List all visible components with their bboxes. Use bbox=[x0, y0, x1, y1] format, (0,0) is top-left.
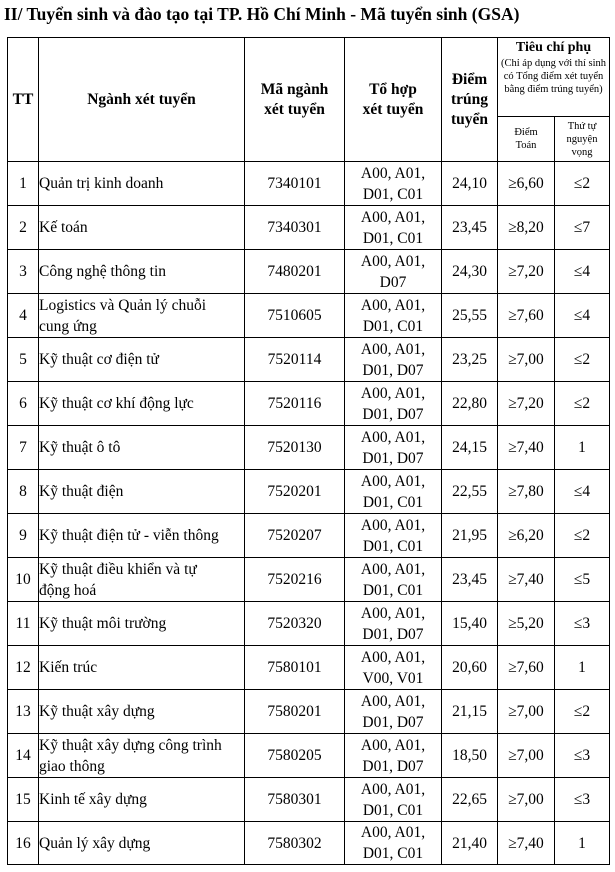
combination-line-2: D01, C01 bbox=[362, 801, 424, 819]
cell-math bbox=[498, 646, 555, 690]
table-row bbox=[8, 514, 610, 558]
combination-line-1: A00, A01, bbox=[360, 736, 426, 754]
cell-code bbox=[245, 690, 345, 734]
major-name: Quản lý xây dựng bbox=[39, 834, 151, 852]
table-row bbox=[8, 690, 610, 734]
combination-line-1: A00, A01, bbox=[360, 340, 426, 358]
cell-code bbox=[245, 206, 345, 250]
combination-line-2: D01, C01 bbox=[362, 493, 424, 511]
math-criterion: ≥7,60 bbox=[508, 307, 544, 324]
cell-combination bbox=[345, 646, 442, 690]
table-row bbox=[8, 778, 610, 822]
major-code: 7520201 bbox=[267, 483, 322, 500]
combination-line-2: D01, D07 bbox=[362, 625, 424, 643]
cutoff-score: 18,50 bbox=[452, 747, 487, 764]
cell-major bbox=[39, 514, 245, 558]
cutoff-score: 22,55 bbox=[452, 483, 487, 500]
cell-score bbox=[442, 382, 498, 426]
combination-line-2: D01, C01 bbox=[362, 581, 424, 599]
cell-combination bbox=[345, 602, 442, 646]
combination-line-1: A00, A01, bbox=[360, 780, 426, 798]
row-number: 2 bbox=[19, 219, 27, 236]
major-code: 7580301 bbox=[267, 791, 322, 808]
cell-major bbox=[39, 602, 245, 646]
major-name: Kinh tế xây dựng bbox=[39, 791, 147, 808]
major-name: Công nghệ thông tin bbox=[39, 263, 167, 280]
cell-tt bbox=[8, 558, 39, 602]
cell-math bbox=[498, 734, 555, 778]
cell-order bbox=[555, 250, 610, 294]
cutoff-score: 22,65 bbox=[452, 791, 487, 808]
major-name: Kiến trúc bbox=[39, 659, 98, 676]
cell-major bbox=[39, 162, 245, 206]
table-header bbox=[8, 38, 610, 162]
cell-math bbox=[498, 558, 555, 602]
wish-order-criterion: ≤3 bbox=[573, 791, 591, 808]
tieu-chi-note: (Chỉ áp dụng với thí sinh có Tổng điểm xét tuyển bằng điểm trúng tuyển) bbox=[501, 58, 607, 95]
cell-major bbox=[39, 646, 245, 690]
major-name-cont: cung ứng bbox=[39, 317, 97, 335]
row-number: 14 bbox=[15, 747, 31, 764]
major-name: Kỹ thuật xây dựng bbox=[39, 703, 155, 720]
math-criterion: ≥7,60 bbox=[508, 659, 544, 676]
row-number: 7 bbox=[19, 439, 27, 456]
math-criterion: ≥7,00 bbox=[508, 791, 544, 808]
cell-major bbox=[39, 690, 245, 734]
cell-order bbox=[555, 470, 610, 514]
cell-score bbox=[442, 250, 498, 294]
combination-line-1: A00, A01, bbox=[360, 824, 426, 841]
cell-score bbox=[442, 206, 498, 250]
cutoff-score: 21,40 bbox=[452, 834, 487, 852]
cell-order bbox=[555, 602, 610, 646]
wish-order-criterion: ≤2 bbox=[573, 395, 591, 412]
cell-major bbox=[39, 822, 245, 865]
major-code: 7520320 bbox=[267, 615, 322, 632]
cell-combination bbox=[345, 558, 442, 602]
cell-score bbox=[442, 734, 498, 778]
major-code: 7510605 bbox=[267, 307, 322, 324]
combination-line-1: A00, A01, bbox=[360, 692, 426, 710]
major-code: 7520216 bbox=[267, 571, 322, 588]
row-number: 4 bbox=[19, 307, 27, 324]
math-criterion: ≥7,00 bbox=[508, 351, 544, 368]
math-criterion: ≥7,40 bbox=[508, 439, 544, 456]
cutoff-score: 23,45 bbox=[452, 571, 487, 588]
cell-score bbox=[442, 690, 498, 734]
table-body bbox=[8, 162, 610, 865]
col-header-nganh: Ngành xét tuyển bbox=[39, 38, 245, 162]
cell-combination bbox=[345, 338, 442, 382]
combination-line-2: D01, D07 bbox=[362, 713, 424, 731]
cell-tt bbox=[8, 734, 39, 778]
cell-math bbox=[498, 778, 555, 822]
cell-order bbox=[555, 690, 610, 734]
cell-math bbox=[498, 162, 555, 206]
cell-code bbox=[245, 602, 345, 646]
cell-math bbox=[498, 250, 555, 294]
wish-order-criterion: ≤2 bbox=[573, 351, 591, 368]
cell-major bbox=[39, 206, 245, 250]
cell-code bbox=[245, 338, 345, 382]
cutoff-score: 23,45 bbox=[452, 219, 487, 236]
cell-code bbox=[245, 250, 345, 294]
cell-order bbox=[555, 734, 610, 778]
combination-line-1: A00, A01, bbox=[360, 428, 426, 446]
cell-tt bbox=[8, 778, 39, 822]
cell-code bbox=[245, 426, 345, 470]
cell-tt bbox=[8, 646, 39, 690]
cutoff-score: 15,40 bbox=[452, 615, 487, 632]
cell-order bbox=[555, 426, 610, 470]
major-code: 7580302 bbox=[267, 834, 322, 852]
major-code: 7520130 bbox=[267, 439, 322, 456]
major-name: Kỹ thuật cơ điện tử bbox=[39, 351, 159, 368]
major-code: 7580101 bbox=[267, 659, 322, 676]
combination-line-1: A00, A01, bbox=[360, 384, 426, 402]
combination-line-2: D01, C01 bbox=[362, 537, 424, 555]
cell-code bbox=[245, 162, 345, 206]
cell-major bbox=[39, 250, 245, 294]
wish-order-criterion: ≤3 bbox=[573, 615, 591, 632]
cell-code bbox=[245, 778, 345, 822]
table-row bbox=[8, 294, 610, 338]
major-name: Kỹ thuật cơ khí động lực bbox=[39, 395, 194, 412]
cell-math bbox=[498, 470, 555, 514]
major-code: 7520114 bbox=[267, 351, 322, 368]
cell-major bbox=[39, 734, 245, 778]
combination-line-1: A00, A01, bbox=[360, 560, 426, 578]
col-header-diem-trung-tuyen: Điểm trúng tuyển bbox=[442, 38, 498, 162]
cell-math bbox=[498, 382, 555, 426]
cell-combination bbox=[345, 690, 442, 734]
cell-tt bbox=[8, 602, 39, 646]
cell-combination bbox=[345, 514, 442, 558]
cell-order bbox=[555, 646, 610, 690]
cell-tt bbox=[8, 250, 39, 294]
cell-order bbox=[555, 294, 610, 338]
cell-combination bbox=[345, 162, 442, 206]
col-header-to-hop: Tổ hợp xét tuyển bbox=[345, 38, 442, 162]
table-row bbox=[8, 734, 610, 778]
row-number: 1 bbox=[19, 175, 27, 192]
math-criterion: ≥7,20 bbox=[508, 395, 544, 412]
table-row bbox=[8, 426, 610, 470]
cell-tt bbox=[8, 690, 39, 734]
cell-tt bbox=[8, 338, 39, 382]
cell-combination bbox=[345, 470, 442, 514]
admission-table bbox=[7, 37, 610, 865]
math-criterion: ≥7,20 bbox=[508, 263, 544, 280]
cell-math bbox=[498, 690, 555, 734]
cell-math bbox=[498, 338, 555, 382]
combination-line-2: D01, D07 bbox=[362, 361, 424, 379]
cell-combination bbox=[345, 206, 442, 250]
math-criterion: ≥7,40 bbox=[508, 834, 544, 852]
cell-order bbox=[555, 778, 610, 822]
table-row bbox=[8, 382, 610, 426]
combination-line-2: D01, D07 bbox=[362, 757, 424, 775]
cell-code bbox=[245, 294, 345, 338]
math-criterion: ≥7,80 bbox=[508, 483, 544, 500]
row-number: 10 bbox=[15, 571, 31, 588]
math-criterion: ≥5,20 bbox=[508, 615, 544, 632]
combination-line-1: A00, A01, bbox=[360, 604, 426, 622]
combination-line-2: D01, D07 bbox=[362, 449, 424, 467]
cell-tt bbox=[8, 206, 39, 250]
cell-code bbox=[245, 822, 345, 865]
major-code: 7480201 bbox=[267, 263, 322, 280]
major-name-cont: động hoá bbox=[39, 581, 97, 599]
cell-math bbox=[498, 514, 555, 558]
major-name: Quản trị kinh doanh bbox=[39, 175, 164, 192]
row-number: 12 bbox=[15, 659, 31, 676]
combination-line-2: D01, D07 bbox=[362, 405, 424, 423]
cell-combination bbox=[345, 778, 442, 822]
row-number: 6 bbox=[19, 395, 27, 412]
cell-major bbox=[39, 426, 245, 470]
table-row bbox=[8, 338, 610, 382]
cell-combination bbox=[345, 822, 442, 865]
table-row bbox=[8, 558, 610, 602]
wish-order-criterion: ≤4 bbox=[573, 307, 591, 324]
combination-line-2: D01, C01 bbox=[362, 317, 424, 335]
table-row bbox=[8, 250, 610, 294]
cell-score bbox=[442, 162, 498, 206]
combination-line-1: A00, A01, bbox=[360, 472, 426, 490]
table-row bbox=[8, 206, 610, 250]
col-header-diem-toan: Điểm Toán bbox=[498, 117, 555, 162]
major-code: 7340101 bbox=[267, 175, 322, 192]
wish-order-criterion: ≤2 bbox=[573, 527, 591, 544]
cell-major bbox=[39, 294, 245, 338]
cell-tt bbox=[8, 162, 39, 206]
cell-score bbox=[442, 426, 498, 470]
cell-order bbox=[555, 162, 610, 206]
cell-code bbox=[245, 514, 345, 558]
cell-score bbox=[442, 338, 498, 382]
combination-line-1: A00, A01, bbox=[360, 516, 426, 534]
cell-combination bbox=[345, 382, 442, 426]
wish-order-criterion: 1 bbox=[578, 834, 586, 852]
cutoff-score: 22,80 bbox=[452, 395, 487, 412]
col-header-tt: TT bbox=[8, 38, 39, 162]
wish-order-criterion: ≤5 bbox=[573, 571, 591, 588]
cell-code bbox=[245, 382, 345, 426]
table-row bbox=[8, 646, 610, 690]
cutoff-score: 24,10 bbox=[452, 175, 487, 192]
col-header-thu-tu-nguyen-vong: Thứ tự nguyện vọng bbox=[555, 117, 610, 162]
cell-major bbox=[39, 558, 245, 602]
combination-line-1: A00, A01, bbox=[360, 164, 426, 182]
major-code: 7520207 bbox=[267, 527, 322, 544]
cell-order bbox=[555, 558, 610, 602]
cell-score bbox=[442, 822, 498, 865]
combination-line-2: D07 bbox=[379, 273, 407, 291]
cell-combination bbox=[345, 294, 442, 338]
math-criterion: ≥7,40 bbox=[508, 571, 544, 588]
cell-score bbox=[442, 558, 498, 602]
cell-tt bbox=[8, 822, 39, 865]
row-number: 5 bbox=[19, 351, 27, 368]
combination-line-2: V00, V01 bbox=[362, 669, 424, 687]
cutoff-score: 23,25 bbox=[452, 351, 487, 368]
col-header-tieu-chi-phu: Tiêu chí phụ (Chỉ áp dụng với thí sinh có Tổng điểm xét tuyển bằng điểm trúng tuyển) bbox=[498, 38, 610, 117]
row-number: 11 bbox=[15, 615, 31, 632]
math-criterion: ≥7,00 bbox=[508, 703, 544, 720]
major-code: 7520116 bbox=[267, 395, 322, 412]
cell-major bbox=[39, 382, 245, 426]
combination-line-1: A00, A01, bbox=[360, 208, 426, 226]
wish-order-criterion: ≤7 bbox=[573, 219, 591, 236]
row-number: 15 bbox=[15, 791, 31, 808]
cell-math bbox=[498, 206, 555, 250]
math-criterion: ≥7,00 bbox=[508, 747, 544, 764]
cell-combination bbox=[345, 734, 442, 778]
cutoff-score: 20,60 bbox=[452, 659, 487, 676]
cell-score bbox=[442, 514, 498, 558]
major-name: Logistics và Quản lý chuỗi bbox=[39, 296, 207, 314]
cell-tt bbox=[8, 382, 39, 426]
cell-order bbox=[555, 822, 610, 865]
table-row bbox=[8, 822, 610, 865]
cell-code bbox=[245, 646, 345, 690]
cutoff-score: 21,15 bbox=[452, 703, 487, 720]
combination-line-2: D01, C01 bbox=[362, 185, 424, 203]
major-name: Kỹ thuật điện bbox=[39, 483, 124, 500]
major-name: Kỹ thuật xây dựng công trình bbox=[39, 736, 222, 754]
cell-tt bbox=[8, 514, 39, 558]
combination-line-2: D01, C01 bbox=[362, 845, 424, 862]
col-header-ma-nganh: Mã ngành xét tuyển bbox=[245, 38, 345, 162]
cell-score bbox=[442, 602, 498, 646]
wish-order-criterion: 1 bbox=[578, 659, 586, 676]
cell-math bbox=[498, 602, 555, 646]
row-number: 16 bbox=[15, 834, 31, 852]
row-number: 8 bbox=[19, 483, 27, 500]
wish-order-criterion: ≤2 bbox=[573, 175, 591, 192]
major-code: 7340301 bbox=[267, 219, 322, 236]
wish-order-criterion: 1 bbox=[578, 439, 586, 456]
major-name-cont: giao thông bbox=[39, 757, 105, 775]
major-name: Kỹ thuật ô tô bbox=[39, 439, 121, 456]
cell-score bbox=[442, 470, 498, 514]
cell-score bbox=[442, 294, 498, 338]
cell-combination bbox=[345, 426, 442, 470]
wish-order-criterion: ≤2 bbox=[573, 703, 591, 720]
cutoff-score: 25,55 bbox=[452, 307, 487, 324]
wish-order-criterion: ≤4 bbox=[573, 263, 591, 280]
cell-code bbox=[245, 734, 345, 778]
cell-tt bbox=[8, 426, 39, 470]
table-row bbox=[8, 470, 610, 514]
combination-line-1: A00, A01, bbox=[360, 296, 426, 314]
major-name: Kỹ thuật điện tử - viễn thông bbox=[39, 527, 219, 544]
row-number: 13 bbox=[15, 703, 31, 720]
cell-score bbox=[442, 646, 498, 690]
major-code: 7580205 bbox=[267, 747, 322, 764]
major-name: Kế toán bbox=[39, 219, 88, 236]
cutoff-score: 24,30 bbox=[452, 263, 487, 280]
major-name: Kỹ thuật môi trường bbox=[39, 615, 167, 632]
cell-major bbox=[39, 778, 245, 822]
page-title: II/ Tuyển sinh và đào tạo tại TP. Hồ Chí Minh - Mã tuyển sinh (GSA) bbox=[4, 4, 520, 24]
cell-order bbox=[555, 338, 610, 382]
cell-code bbox=[245, 558, 345, 602]
combination-line-1: A00, A01, bbox=[360, 252, 426, 270]
cell-order bbox=[555, 206, 610, 250]
math-criterion: ≥6,60 bbox=[508, 175, 544, 192]
cell-score bbox=[442, 778, 498, 822]
combination-line-2: D01, C01 bbox=[362, 229, 424, 247]
cell-order bbox=[555, 382, 610, 426]
major-code: 7580201 bbox=[267, 703, 322, 720]
cell-major bbox=[39, 338, 245, 382]
table-row bbox=[8, 602, 610, 646]
cell-tt bbox=[8, 470, 39, 514]
cell-math bbox=[498, 294, 555, 338]
math-criterion: ≥8,20 bbox=[508, 219, 544, 236]
cell-math bbox=[498, 822, 555, 865]
cell-major bbox=[39, 470, 245, 514]
cell-tt bbox=[8, 294, 39, 338]
cell-order bbox=[555, 514, 610, 558]
math-criterion: ≥6,20 bbox=[508, 527, 544, 544]
wish-order-criterion: ≤3 bbox=[573, 747, 591, 764]
cell-combination bbox=[345, 250, 442, 294]
row-number: 3 bbox=[19, 263, 27, 280]
major-name: Kỹ thuật điều khiển và tự bbox=[39, 560, 197, 578]
wish-order-criterion: ≤4 bbox=[573, 483, 591, 500]
cell-math bbox=[498, 426, 555, 470]
table-row bbox=[8, 162, 610, 206]
cutoff-score: 21,95 bbox=[452, 527, 487, 544]
row-number: 9 bbox=[19, 527, 27, 544]
combination-line-1: A00, A01, bbox=[360, 648, 426, 666]
cell-code bbox=[245, 470, 345, 514]
cutoff-score: 24,15 bbox=[452, 439, 487, 456]
